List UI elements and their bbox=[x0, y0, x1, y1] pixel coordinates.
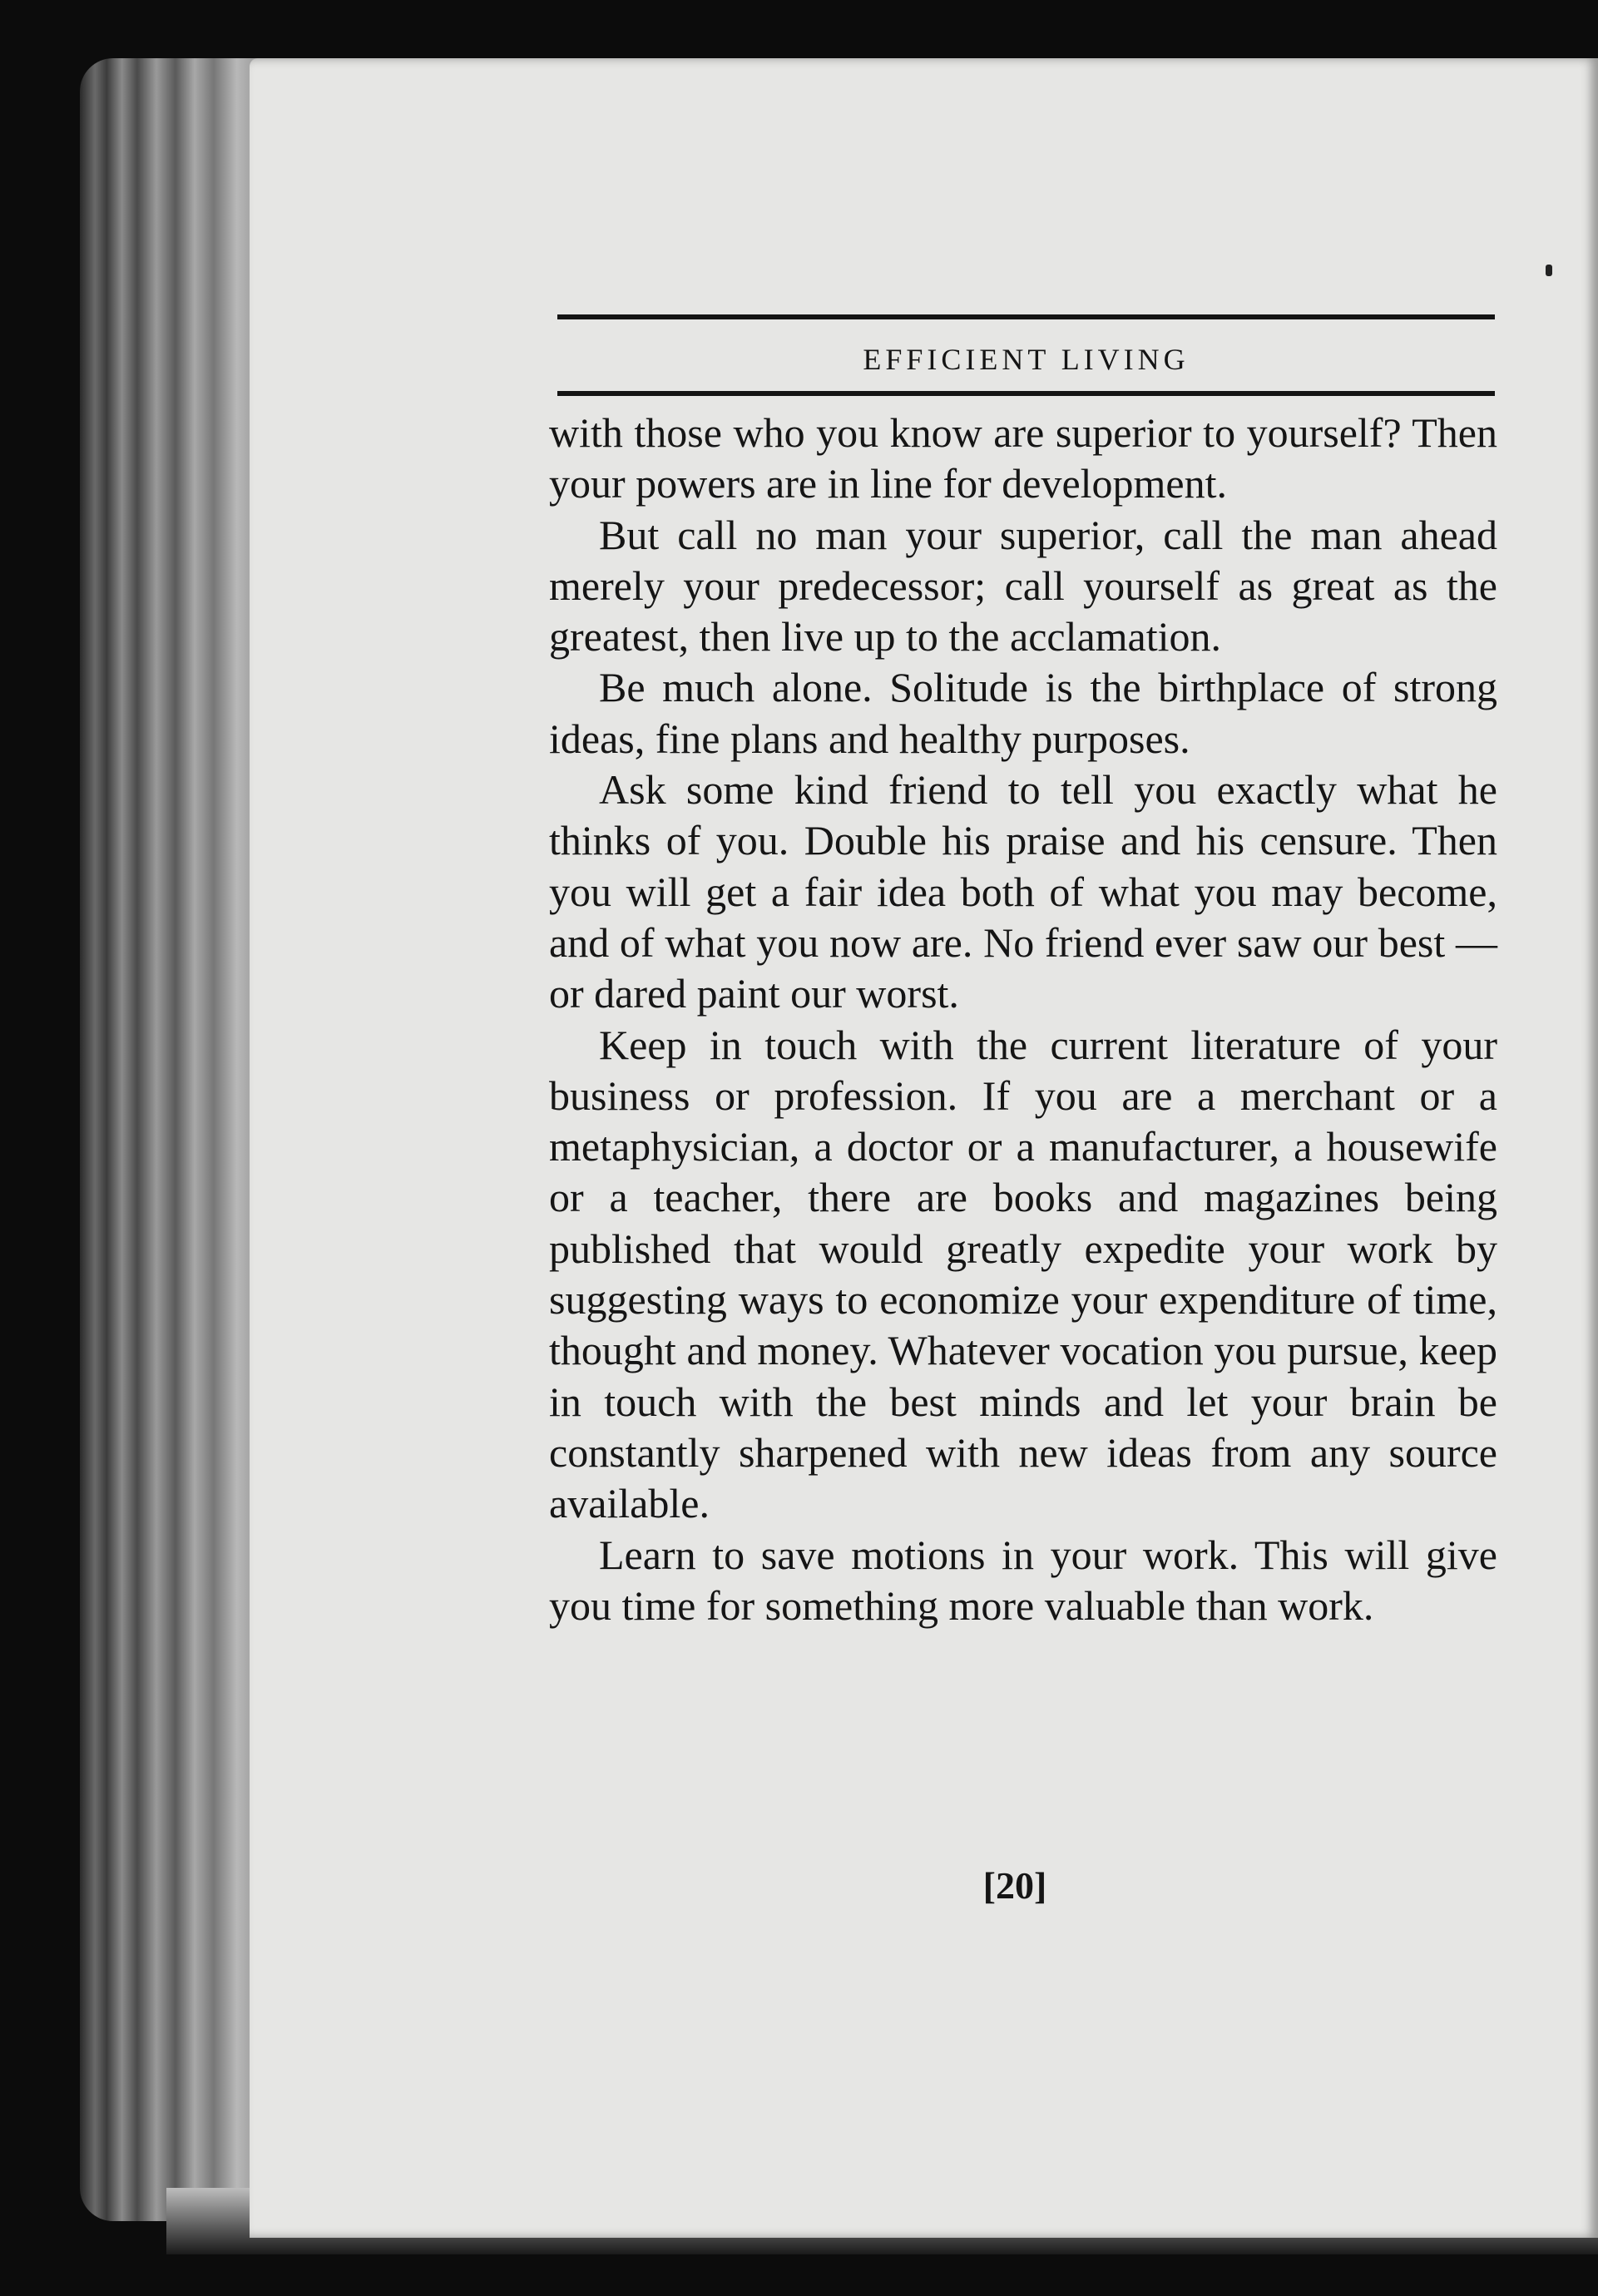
paragraph: Learn to save motions in your work. This will give you time for something more valuable than work. bbox=[549, 1531, 1497, 1629]
running-title: EFFICIENT LIVING bbox=[863, 343, 1190, 376]
header-rule-top bbox=[557, 314, 1495, 319]
paragraph: But call no man your superior, call the man ahead merely your predecessor; call yourself as great as the greatest, then live up to the acclamation. bbox=[549, 511, 1497, 661]
ink-speck bbox=[1546, 265, 1552, 276]
paragraph: with those who you know are superior to yourself? Then your powers are in line for development. bbox=[549, 409, 1497, 507]
running-head bbox=[557, 314, 1495, 396]
paragraph: Keep in touch with the current literature of your business or profession. If you are a merchant or a metaphysician, a doctor or a manufacturer, a housewife or a teacher, there are books and magazines being published that would greatly expedite your work by suggesting ways to economize your expenditure of time, thought and money. Whatever vocation you pursue, keep in touch with the best minds and let your brain be constantly sharpened with new ideas from any source available. bbox=[549, 1021, 1497, 1527]
paragraph: Ask some kind friend to tell you exactly what he thinks of you. Double his praise and his censure. Then you will get a fair idea both of what you may become, and of what you now are. No friend ever saw our best — or dared paint our worst. bbox=[549, 766, 1497, 1017]
paragraph: Be much alone. Solitude is the birthplace of strong ideas, fine plans and healthy purposes. bbox=[549, 664, 1497, 762]
page-number: [20] bbox=[982, 1864, 1047, 1907]
body-text bbox=[549, 408, 1497, 1631]
header-rule-bottom bbox=[557, 391, 1495, 396]
book-fore-edge bbox=[80, 58, 271, 2221]
